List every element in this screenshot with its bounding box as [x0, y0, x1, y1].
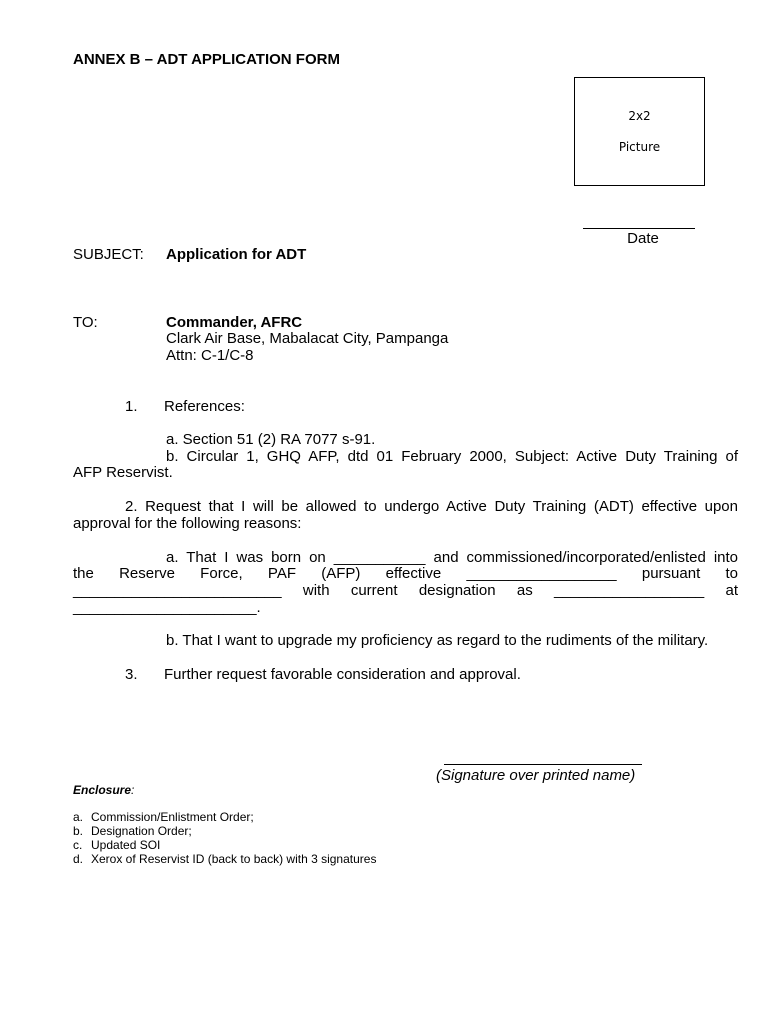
- subject-label: SUBJECT:: [73, 246, 144, 263]
- item2a-line4: ______________________.: [73, 599, 261, 616]
- signature-blank-line: [444, 764, 642, 765]
- enclosure-item-text: Updated SOI: [91, 838, 161, 852]
- item2a-line2: the Reserve Force, PAF (AFP) effective __________________ pursuant to: [73, 565, 738, 582]
- date-blank-line: [583, 228, 695, 229]
- enclosure-item-marker: d.: [73, 852, 84, 866]
- subject-value: Application for ADT: [166, 246, 307, 263]
- enclosure-item: [73, 838, 376, 852]
- enclosure-item-marker: a.: [73, 810, 84, 824]
- date-label: Date: [627, 230, 659, 247]
- item3-text: Further request favorable consideration and approval.: [164, 666, 521, 683]
- reference-b-line2: AFP Reservist.: [73, 464, 173, 481]
- item2a-line3: _________________________ with current designation as __________________ at: [73, 582, 738, 599]
- enclosure-item: [73, 852, 376, 866]
- addressee-address: Clark Air Base, Mabalacat City, Pampanga: [166, 330, 449, 347]
- item2a-line1: a. That I was born on ___________ and commissioned/incorporated/enlisted into: [166, 549, 738, 566]
- addressee-name: Commander, AFRC: [166, 314, 303, 331]
- item1-heading: References:: [164, 398, 245, 415]
- item3-number: 3.: [125, 666, 138, 683]
- form-title: ANNEX B – ADT APPLICATION FORM: [73, 51, 340, 68]
- enclosure-item-text: Commission/Enlistment Order;: [91, 810, 254, 824]
- enclosure-item-text: Xerox of Reservist ID (back to back) with 3 signatures: [91, 852, 377, 866]
- addressee-attn: Attn: C-1/C-8: [166, 347, 254, 364]
- reference-a: a. Section 51 (2) RA 7077 s-91.: [166, 431, 376, 448]
- photo-size-label: 2x2: [628, 109, 651, 123]
- enclosure-item: [73, 810, 376, 824]
- reference-b-line1: b. Circular 1, GHQ AFP, dtd 01 February 2000, Subject: Active Duty Training of: [166, 448, 738, 465]
- item2-line2: approval for the following reasons:: [73, 515, 302, 532]
- to-label: TO:: [73, 314, 98, 331]
- enclosure-heading-colon: :: [131, 783, 135, 797]
- enclosure-item: [73, 824, 376, 838]
- enclosure-list: [73, 810, 376, 866]
- item1-number: 1.: [125, 398, 138, 415]
- item2-line1: 2. Request that I will be allowed to undergo Active Duty Training (ADT) effective upon: [125, 498, 738, 515]
- photo-label: Picture: [618, 140, 661, 154]
- enclosure-item-marker: c.: [73, 838, 83, 852]
- signature-label: (Signature over printed name): [436, 767, 636, 784]
- enclosure-item-text: Designation Order;: [91, 824, 192, 838]
- photo-placeholder-box: [574, 77, 705, 186]
- item2b-line: b. That I want to upgrade my proficiency as regard to the rudiments of the military.: [166, 632, 709, 649]
- enclosure-heading: [73, 783, 134, 797]
- enclosure-heading-text: Enclosure: [73, 783, 132, 797]
- enclosure-item-marker: b.: [73, 824, 84, 838]
